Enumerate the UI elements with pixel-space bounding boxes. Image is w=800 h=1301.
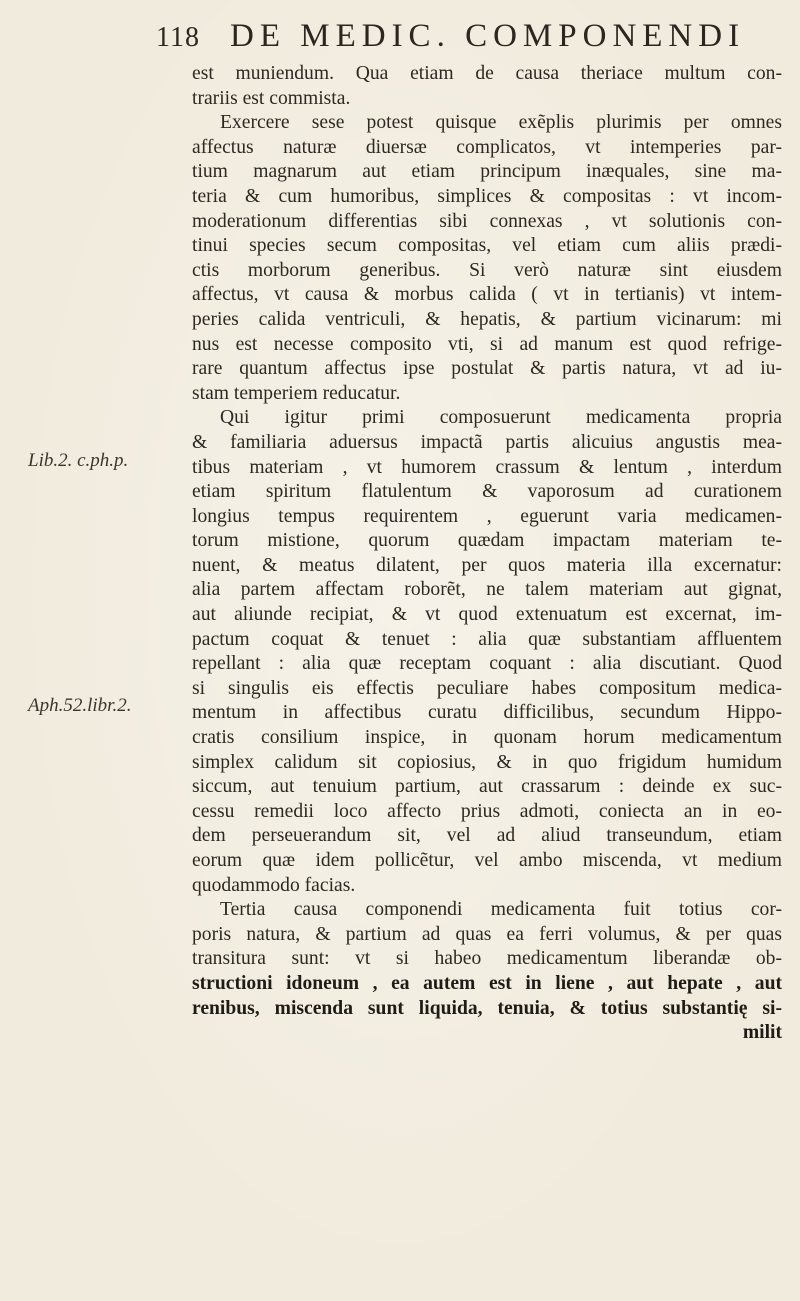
text-line: peries calida ventriculi, & hepatis, & partium vicinarum: mi [192, 308, 782, 330]
text-line: transitura sunt: vt si habeo medicamentum liberandæ ob- [192, 948, 782, 970]
text-line: eorum quæ idem pollicẽtur, vel ambo miscenda, vt medium [192, 850, 782, 871]
margin-note-aph: Aph.52.libr.2. [28, 695, 132, 716]
margin-note-lib: Lib.2. c.ph.p. [28, 450, 129, 471]
text-line: siccum, aut tenuium partium, aut crassarum : deinde ex suc- [192, 776, 782, 798]
text-line: cessu remedii loco affecto prius admoti, coniecta an in eo- [192, 800, 782, 822]
text-line: torum mistione, quorum quædam impactam materiam te- [192, 530, 782, 552]
text-line: affectus, vt causa & morbus calida ( vt in tertianis) vt intem- [192, 284, 782, 306]
text-line: moderationum differentias sibi connexas , vt solutionis con- [192, 210, 782, 232]
page-header [150, 14, 790, 64]
text-line: renibus, miscenda sunt liquida, tenuia, & totius substantię si- [192, 997, 782, 1019]
text-line: Exercere sese potest quisque exẽplis plurimis per omnes [220, 112, 782, 134]
text-line: nus est necesse composito vti, si ad manum est quod refrige- [192, 333, 782, 355]
text-line: alia partem affectam roborẽt, ne talem materiam aut gignat, [192, 579, 782, 601]
text-line: cratis consilium inspice, in quonam horum medicamentum [192, 727, 782, 749]
text-line: & familiaria aduersus impactã partis alicuius angustis mea- [192, 431, 782, 453]
text-line: Tertia causa componendi medicamenta fuit totius cor- [220, 899, 782, 921]
text-line: nuent, & meatus dilatent, per quos materia illa excernatur: [192, 554, 782, 576]
text-line: rare quantum affectus ipse postulat & partis natura, vt ad iu- [192, 358, 782, 380]
text-line: si singulis eis effectis peculiare habes compositum medica- [192, 677, 782, 699]
text-line: structioni idoneum , ea autem est in liene , aut hepate , aut [192, 972, 782, 994]
text-line: dem perseuerandum sit, vel ad aliud transeundum, etiam [192, 825, 782, 847]
page-number: 118 [156, 22, 200, 53]
text-line: longius tempus requirentem , eguerunt varia medicamen- [192, 505, 782, 527]
text-line: repellant : alia quæ receptam coquant : alia discutiant. Quod [192, 653, 782, 675]
text-line: stam temperiem reducatur. [192, 382, 401, 404]
text-line: etiam spiritum flatulentum & vaporosum ad curationem [192, 481, 782, 503]
text-line: pactum coquat & tenuet : alia quæ substantiam affluentem [192, 628, 782, 650]
text-line: trariis est commista. [192, 87, 351, 109]
text-line: Qui igitur primi composuerunt medicamenta propria [220, 407, 782, 429]
text-line: affectus naturæ diuersæ complicatos, vt intemperies par- [192, 136, 782, 158]
text-line: est muniendum. Qua etiam de causa theriace multum con- [192, 63, 782, 84]
text-line: tinui species secum compositas, vel etiam cum aliis prædi- [192, 235, 782, 257]
catchword: milit [742, 1022, 782, 1044]
text-line: poris natura, & partium ad quas ea ferri volumus, & per quas [192, 923, 782, 945]
body-text [192, 62, 782, 1046]
text-line: simplex calidum sit copiosius, & in quo frigidum humidum [192, 751, 782, 773]
text-line: tibus materiam , vt humorem crassum & lentum , interdum [192, 456, 782, 478]
text-line: ctis morborum generibus. Si verò naturæ sint eiusdem [192, 259, 782, 281]
text-line: quodammodo facias. [192, 874, 356, 896]
text-line: tium magnarum aut etiam principum inæquales, sine ma- [192, 161, 782, 183]
text-line: aut aliunde recipiat, & vt quod extenuatum est excernat, im- [192, 604, 782, 626]
text-line: mentum in affectibus curatu difficilibus, secundum Hippo- [192, 702, 782, 724]
running-head: DE MEDIC. COMPONENDI [230, 18, 746, 54]
text-line: teria & cum humoribus, simplices & compositas : vt incom- [192, 185, 782, 207]
